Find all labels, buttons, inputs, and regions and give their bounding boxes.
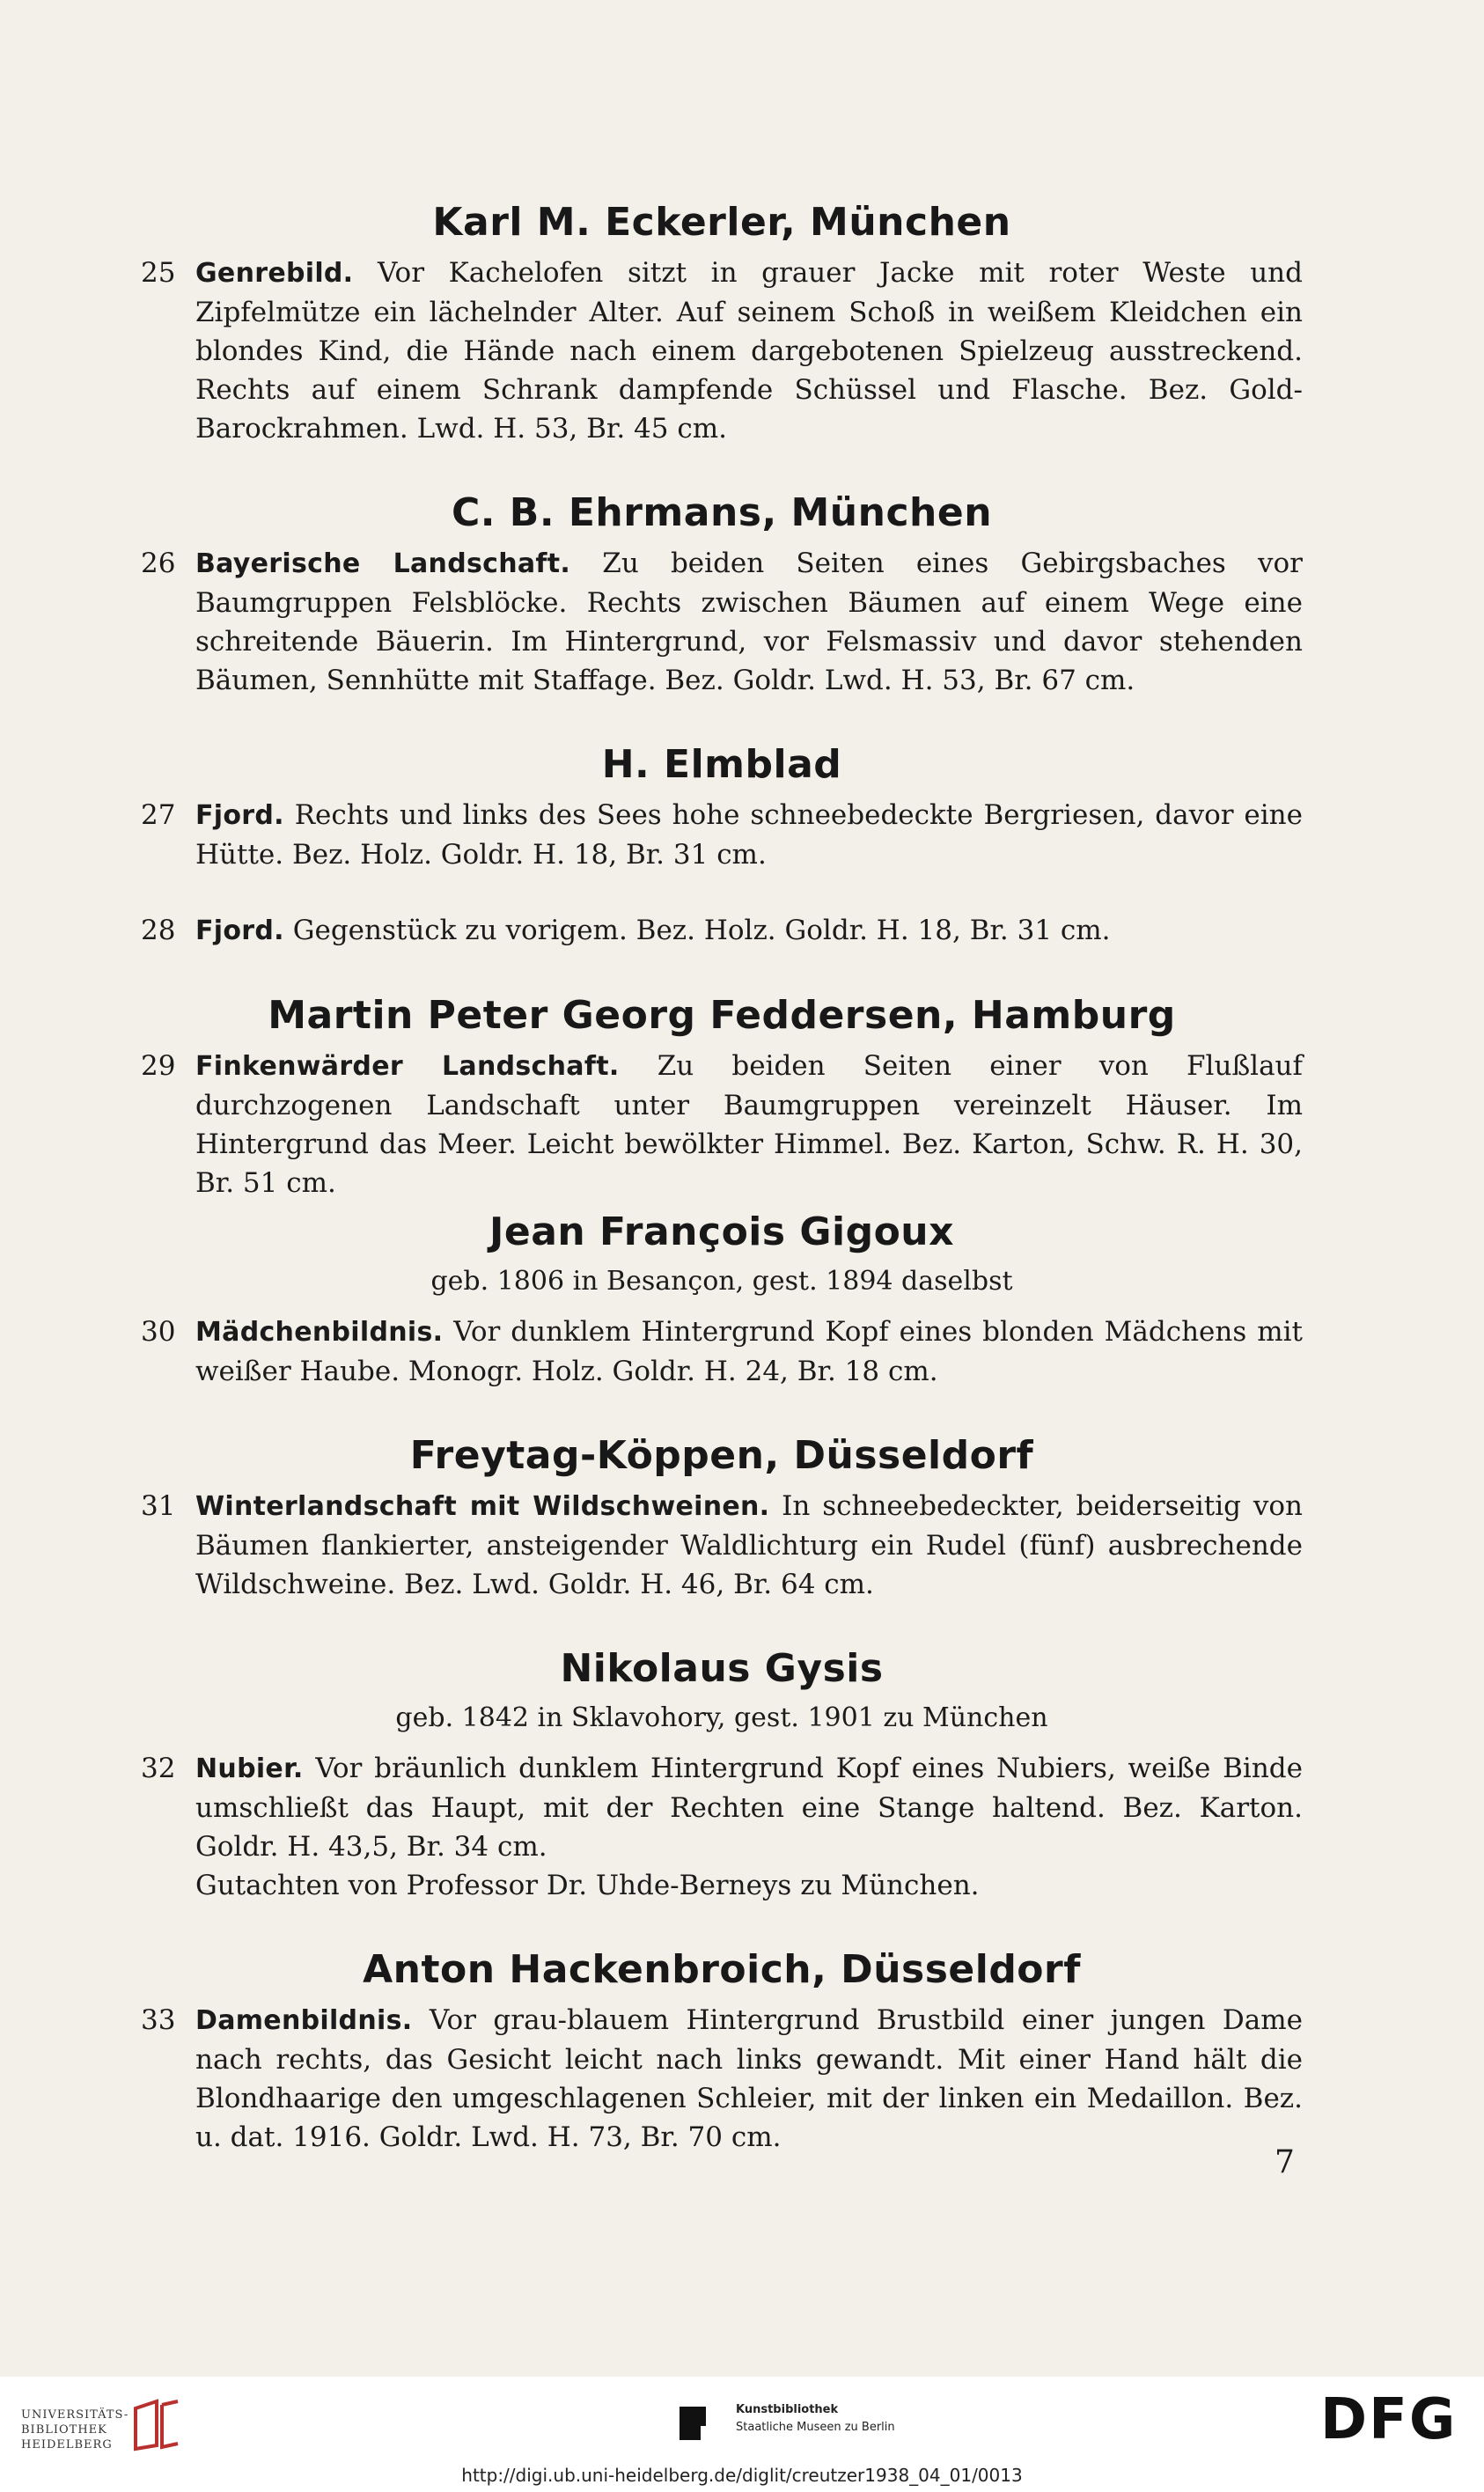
catalog-entry: [141, 2001, 1303, 2157]
uni-line: BIBLIOTHEK: [21, 2423, 107, 2437]
entry-text: Rechts und links des Sees hohe schneebedeckte Bergriesen, davor eine Hütte. Bez. Holz. Goldr. H. 18, Br. 31 cm.: [195, 799, 1303, 871]
entry-text: In schneebedeckter, beiderseitig von Bäumen flankierter, ansteigender Waldlichturg ein Rudel (fünf) ausbrechende Wildschweine. Bez. Lwd. Goldr. H. 46, Br. 64 cm.: [195, 1490, 1303, 1600]
entry-number: 25: [141, 257, 176, 289]
page-number: 7: [1275, 2144, 1295, 2180]
entry-title: Genrebild.: [195, 258, 354, 289]
entry-number: 31: [141, 1490, 176, 1522]
entry-text: Vor dunklem Hintergrund Kopf eines blonden Mädchens mit weißer Haube. Monogr. Holz. Goldr. H. 24, Br. 18 cm.: [195, 1316, 1303, 1387]
dfg-logo: DFG: [1320, 2387, 1458, 2452]
artist-bio: geb. 1806 in Besançon, gest. 1894 daselbst: [430, 1266, 1013, 1297]
artist-heading: Freytag-Köppen, Düsseldorf: [409, 1433, 1034, 1478]
catalog-entry: [141, 911, 1303, 951]
kunstbibliothek-label: [736, 2401, 895, 2437]
entry-text: Vor Kachelofen sitzt in grauer Jacke mit roter Weste und Zipfelmütze ein lächelnder Alter. Auf seinem Schoß in weißem Kleidchen ein blondes Kind, die Hände nach einem dargebotenen Spielzeug ausstreckend. Rechts auf einem Schrank dampfende Schüssel und Flasche. Bez. Gold-Barockrahmen. Lwd. H. 53, Br. 45 cm.: [195, 257, 1303, 445]
entry-number: 26: [141, 548, 176, 579]
kunstbibliothek-logo-icon: [676, 2403, 725, 2442]
university-library-label: [21, 2407, 129, 2452]
entry-number: 32: [141, 1753, 176, 1784]
source-url[interactable]: http://digi.ub.uni-heidelberg.de/diglit/creutzer1938_04_01/0013: [461, 2465, 1023, 2486]
artist-heading: Martin Peter Georg Feddersen, Hamburg: [268, 993, 1176, 1038]
entry-title: Fjord.: [195, 915, 284, 946]
entry-title: Mädchenbildnis.: [195, 1317, 444, 1348]
catalog-entry: [141, 254, 1303, 448]
catalog-entry: [141, 544, 1303, 700]
entry-number: 30: [141, 1316, 176, 1348]
entry-title: Bayerische Landschaft.: [195, 548, 571, 579]
entry-text: Vor grau-blauem Hintergrund Brustbild einer jungen Dame nach rechts, das Gesicht leicht nach links gewandt. Mit einer Hand hält die Blondhaarige den umgeschlagenen Schleier, mit der linken ein Medaillon. Bez. u. dat. 1916. Goldr. Lwd. H. 73, Br. 70 cm.: [195, 2004, 1303, 2153]
entry-note: Gutachten von Professor Dr. Uhde-Berneys zu München.: [195, 1870, 980, 1901]
entry-title: Winterlandschaft mit Wildschweinen.: [195, 1491, 770, 1522]
entry-title: Finkenwärder Landschaft.: [195, 1051, 620, 1082]
artist-bio: geb. 1842 in Sklavohory, gest. 1901 zu München: [395, 1702, 1048, 1733]
catalog-entry: [141, 1047, 1303, 1202]
artist-heading: Jean François Gigoux: [489, 1209, 955, 1254]
entry-number: 33: [141, 2004, 176, 2036]
entry-title: Damenbildnis.: [195, 2005, 413, 2036]
catalog-content: [141, 198, 1303, 2157]
catalog-entry: [141, 1749, 1303, 1866]
artist-heading: Karl M. Eckerler, München: [432, 200, 1011, 245]
entry-text: Vor bräunlich dunklem Hintergrund Kopf eines Nubiers, weiße Binde umschließt das Haupt, mit der Rechten eine Stange haltend. Bez. Karton. Goldr. H. 43,5, Br. 34 cm.: [195, 1753, 1303, 1863]
uni-line: HEIDELBERG: [21, 2438, 113, 2452]
artist-heading: H. Elmblad: [601, 742, 842, 787]
uni-line: UNIVERSITÄTS-: [21, 2408, 129, 2422]
kb-title: Kunstbibliothek: [736, 2403, 839, 2416]
entry-text: Gegenstück zu vorigem. Bez. Holz. Goldr. H. 18, Br. 31 cm.: [283, 915, 1111, 946]
entry-number: 28: [141, 915, 176, 946]
entry-title: Nubier.: [195, 1753, 304, 1784]
catalog-entry: [141, 1312, 1303, 1391]
catalog-entry: [141, 796, 1303, 874]
university-logo-icon: [130, 2396, 183, 2452]
entry-number: 29: [141, 1050, 176, 1082]
catalog-entry: [141, 1487, 1303, 1604]
artist-heading: C. B. Ehrmans, München: [451, 490, 993, 535]
artist-heading: Nikolaus Gysis: [560, 1646, 884, 1691]
artist-heading: Anton Hackenbroich, Düsseldorf: [363, 1947, 1081, 1992]
entry-text: Zu beiden Seiten eines Gebirgsbaches vor Baumgruppen Felsblöcke. Rechts zwischen Bäumen auf einem Wege eine schreitende Bäuerin. Im Hintergrund, vor Felsmassiv und davor stehenden Bäumen, Sennhütte mit Staffage. Bez. Goldr. Lwd. H. 53, Br. 67 cm.: [195, 548, 1304, 696]
entry-number: 27: [141, 799, 176, 831]
entry-text: Zu beiden Seiten einer von Flußlauf durchzogenen Landschaft unter Baumgruppen vereinzelt Häuser. Im Hintergrund das Meer. Leicht bewölkter Himmel. Bez. Karton, Schw. R. H. 30, Br. 51 cm.: [195, 1050, 1303, 1199]
kb-subtitle: Staatliche Museen zu Berlin: [736, 2421, 895, 2434]
entry-title: Fjord.: [195, 800, 284, 831]
